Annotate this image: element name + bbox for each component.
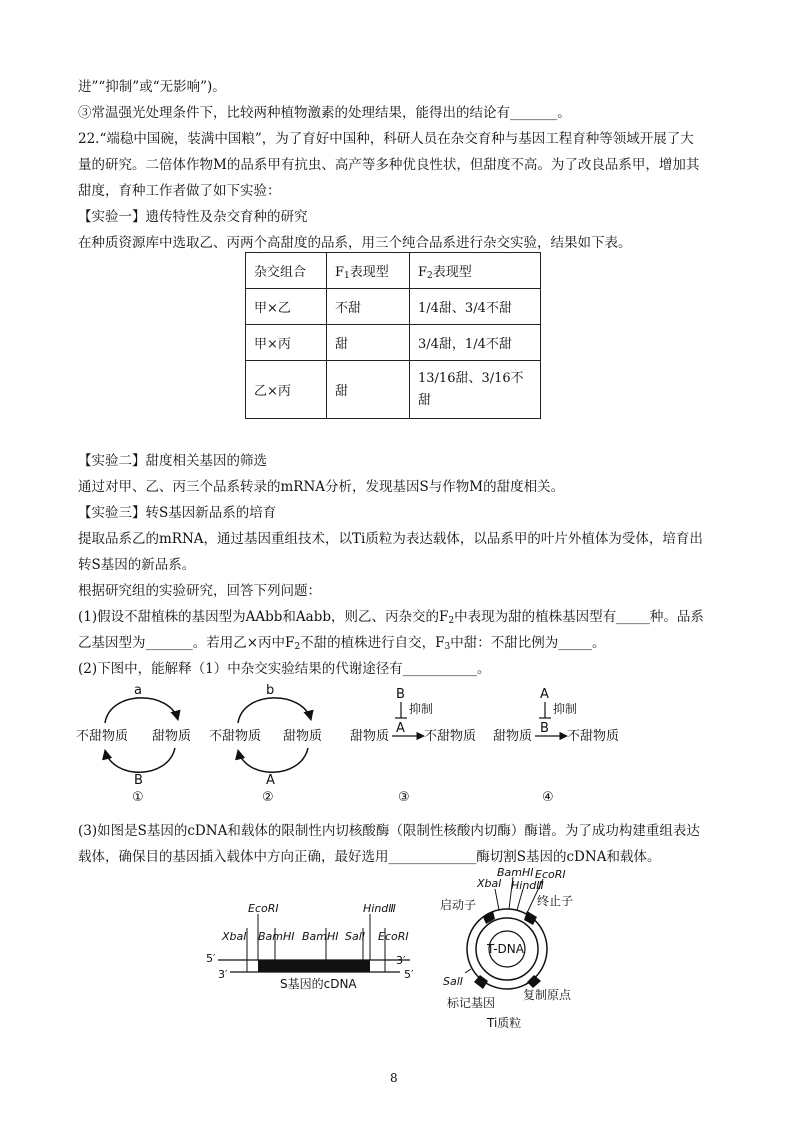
metabolic-pathways-figure xyxy=(70,680,650,810)
text-line: 甜度，育种工作者做了如下实验： xyxy=(78,183,281,199)
nonsweet-substance: 不甜物质 xyxy=(209,729,262,744)
q-sub: 3 xyxy=(444,642,451,652)
pathway-number: ② xyxy=(262,790,274,805)
table-cell: 1/4甜、3/4不甜 xyxy=(410,289,541,325)
q-text: (1)假设不甜植株的基因型为AAbb和Aabb，则乙、丙杂交的F xyxy=(78,609,449,625)
cdna-label: S基因的cDNA xyxy=(280,977,357,991)
table-cell: 不甜 xyxy=(327,289,410,325)
pathway-3 xyxy=(350,687,476,805)
sweet-substance: 甜物质 xyxy=(350,729,390,744)
site-bamhi: BamHⅠ xyxy=(258,930,295,943)
experiment-3-heading: 【实验三】转S基因新品系的培育 xyxy=(78,505,277,521)
enzyme-label: A xyxy=(396,721,405,736)
q-text: 乙基因型为_______。若用乙×丙中F xyxy=(78,635,295,651)
pathway-number: ① xyxy=(132,790,144,805)
site-sali: SalⅠ xyxy=(345,930,366,943)
site-ecori: EcoRⅠ xyxy=(378,930,409,943)
gene-label: A xyxy=(540,687,549,702)
table-cell: 13/16甜、3/16不甜 xyxy=(410,361,541,419)
text-line: 转S基因的新品系。 xyxy=(78,557,196,573)
pathway-4 xyxy=(493,687,619,805)
q-text: 中表现为甜的植株基因型有_____种。品系 xyxy=(454,609,704,625)
enzyme-label: A xyxy=(266,773,275,788)
table-header-cell: F2表现型 xyxy=(410,253,541,289)
q-text: 不甜的植株进行自交，F xyxy=(300,635,445,651)
table-cell: 乙×丙 xyxy=(246,361,327,419)
text-line: 根据研究组的实验研究，回答下列问题： xyxy=(78,583,321,599)
origin-block xyxy=(527,975,541,988)
site-bamhi: BamHⅠ xyxy=(302,930,339,943)
pathway-2 xyxy=(209,683,322,805)
site-xbai: XbaⅠ xyxy=(222,930,247,943)
table-cell: 甲×丙 xyxy=(246,325,327,361)
site-hindiii: HindⅢ xyxy=(511,879,544,892)
sweet-substance: 甜物质 xyxy=(283,729,323,744)
gene-label: B xyxy=(396,687,405,702)
strand-end: 5′ xyxy=(206,952,216,965)
question-1-line-1 xyxy=(78,608,704,630)
q-sub: 2 xyxy=(294,642,301,652)
table-row xyxy=(246,289,541,325)
text-line: ③常温强光处理条件下，比较两种植物激素的处理结果，能得出的结论有_______。 xyxy=(78,105,571,121)
experiment-1-heading: 【实验一】遗传特性及杂交育种的研究 xyxy=(78,209,308,225)
question-2: (2)下图中，能解释（1）中杂交实验结果的代谢途径有___________。 xyxy=(78,661,491,677)
text-line: 进”“抑制”或“无影响”)。 xyxy=(78,79,226,95)
table-cell: 甜 xyxy=(327,325,410,361)
sweet-substance: 甜物质 xyxy=(493,729,533,744)
text-line: 量的研究。二倍体作物M的品系甲有抗虫、高产等多种优良性状，但甜度不高。为了改良品系甲，增加其 xyxy=(78,157,700,173)
text-line: 通过对甲、乙、丙三个品系转录的mRNA分析，发现基因S与作物M的甜度相关。 xyxy=(78,479,565,495)
table-header-row xyxy=(246,253,541,289)
question-3-line-1: (3)如图是S基因的cDNA和载体的限制性内切核酸酶（限制性核酸内切酶）酶谱。为了成功构建重组表达 xyxy=(78,823,700,839)
sweet-substance: 甜物质 xyxy=(152,729,192,744)
cross-results-table xyxy=(245,252,541,419)
table-header-cell: 杂交组合 xyxy=(246,253,327,289)
table-cell: 3/4甜，1/4不甜 xyxy=(410,325,541,361)
plasmid-label: Ti质粒 xyxy=(487,1016,522,1030)
pathway-number: ④ xyxy=(542,790,554,805)
q-sub: 2 xyxy=(448,616,455,626)
inhibit-label: 抑制 xyxy=(409,702,434,716)
enzyme-label: B xyxy=(540,721,549,736)
cdna-restriction-map xyxy=(200,900,430,995)
inhibit-label: 抑制 xyxy=(553,702,578,716)
strand-end: 5′ xyxy=(404,968,414,981)
terminator-label: 终止子 xyxy=(537,894,574,908)
marker-block xyxy=(474,975,488,989)
marker-label: 标记基因 xyxy=(447,996,496,1010)
experiment-2-heading: 【实验二】甜度相关基因的筛选 xyxy=(78,453,267,469)
site-hindiii: HindⅢ xyxy=(363,902,396,915)
site-ecori: EcoRⅠ xyxy=(248,902,279,915)
enzyme-label: b xyxy=(266,683,275,698)
s-gene-block xyxy=(258,960,370,972)
site-xbai: XbaⅠ xyxy=(477,877,502,890)
ti-plasmid-map xyxy=(435,865,595,1033)
question-1-line-2 xyxy=(78,634,606,656)
site-sali: SalⅠ xyxy=(443,975,464,988)
strand-end: 3′ xyxy=(396,954,406,967)
enzyme-label: B xyxy=(134,773,143,788)
pathway-1 xyxy=(76,683,191,805)
promoter-label: 启动子 xyxy=(440,898,477,912)
nonsweet-substance: 不甜物质 xyxy=(424,729,477,744)
text-line: 提取品系乙的mRNA，通过基因重组技术，以Ti质粒为表达载体，以品系甲的叶片外植体为受体，培育出 xyxy=(78,531,703,547)
q-text: 中甜：不甜比例为_____。 xyxy=(450,635,606,651)
table-row xyxy=(246,325,541,361)
site-bamhi: BamHⅠ xyxy=(497,866,534,879)
nonsweet-substance: 不甜物质 xyxy=(76,729,129,744)
strand-end: 3′ xyxy=(218,968,228,981)
table-row xyxy=(246,361,541,419)
enzyme-label: a xyxy=(134,683,142,698)
question-3-line-2: 载体，确保目的基因插入载体中方向正确，最好选用_____________酶切割S基因的cDNA和载体。 xyxy=(78,849,661,865)
nonsweet-substance: 不甜物质 xyxy=(567,729,620,744)
question-22-intro: 22.“端稳中国碗，装满中国粮”，为了育好中国种，科研人员在杂交育种与基因工程育种等领域开展了大 xyxy=(78,131,694,147)
table-cell: 甲×乙 xyxy=(246,289,327,325)
pathway-number: ③ xyxy=(398,790,410,805)
text-line: 在种质资源库中选取乙、丙两个高甜度的品系，用三个纯合品系进行杂交实验，结果如下表。 xyxy=(78,235,632,251)
table-cell: 甜 xyxy=(327,361,410,419)
page-number: 8 xyxy=(390,1071,398,1085)
table-header-cell: F1表现型 xyxy=(327,253,410,289)
tdna-label: T-DNA xyxy=(487,942,524,956)
site-ecori: EcoRⅠ xyxy=(535,868,566,881)
origin-label: 复制原点 xyxy=(523,988,572,1002)
